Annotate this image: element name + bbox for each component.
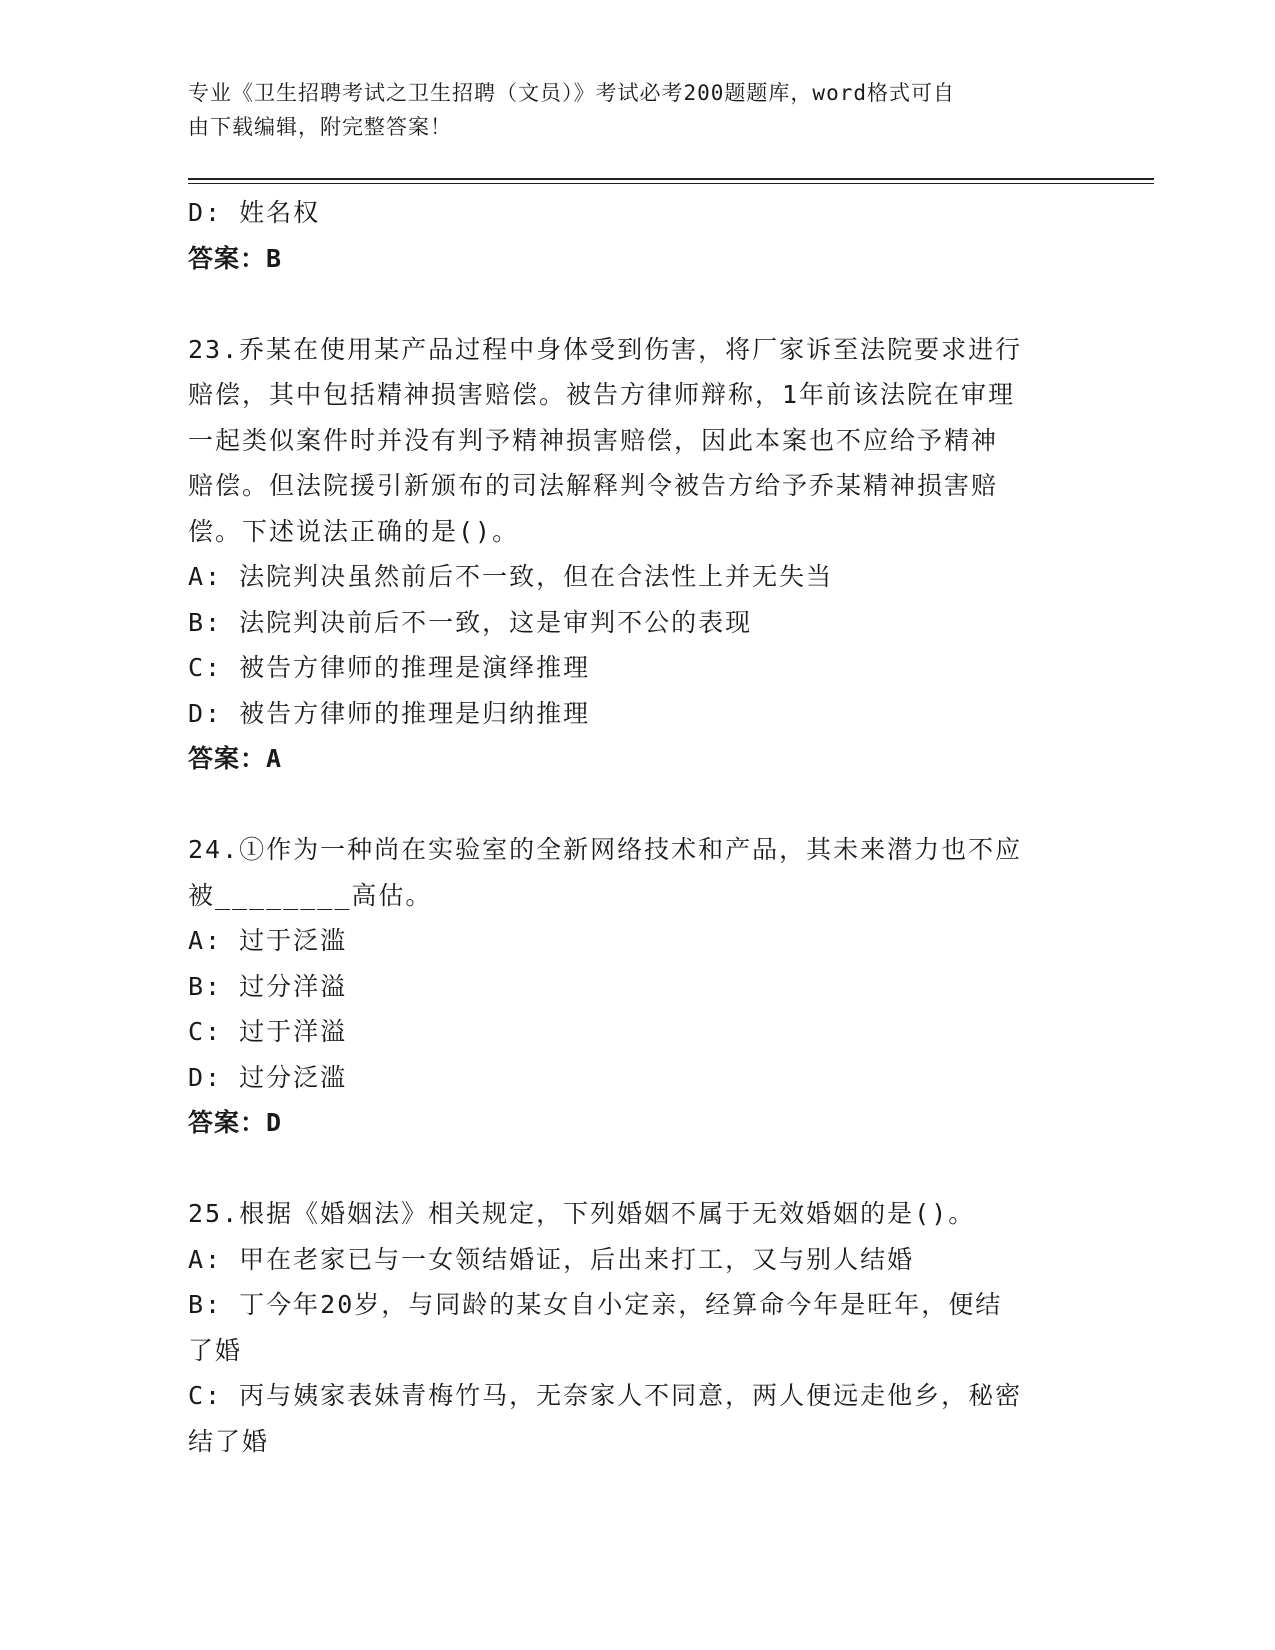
spacer: [188, 782, 1088, 828]
spacer: [188, 281, 1088, 327]
question-stem-line: 25.根据《婚姻法》相关规定，下列婚姻不属于无效婚姻的是()。: [188, 1199, 976, 1228]
question-25: [188, 1191, 1088, 1464]
header-line-2: 由下载编辑，附完整答案！: [188, 115, 452, 139]
option-a: A: 甲在老家已与一女领结婚证，后出来打工，又与别人结婚: [188, 1244, 915, 1274]
question-stem-line: 赔偿。但法院援引新颁布的司法解释判令被告方给予乔某精神损害赔: [188, 471, 999, 500]
document-body: [188, 190, 1088, 1464]
answer: 答案：B: [188, 243, 283, 273]
question-stem-line: 赔偿，其中包括精神损害赔偿。被告方律师辩称，1年前该法院在审理: [188, 380, 1016, 409]
answer: 答案：D: [188, 1108, 283, 1137]
option-d: D: 被告方律师的推理是归纳推理: [188, 698, 591, 728]
option-c: C: 被告方律师的推理是演绎推理: [188, 653, 591, 682]
option-d: D: 过分泛滥: [188, 1062, 348, 1092]
question-stem-line: 一起类似案件时并没有判予精神损害赔偿，因此本案也不应给予精神: [188, 425, 999, 455]
header-rule-thin: [188, 183, 1154, 184]
question-stem-line: 偿。下述说法正确的是()。: [188, 516, 520, 546]
header-rule-thick: [188, 178, 1154, 180]
option-b: B: 过分洋溢: [188, 971, 348, 1001]
option-d: D: 姓名权: [188, 198, 321, 227]
option-a: A: 法院判决虽然前后不一致，但在合法性上并无失当: [188, 562, 834, 591]
header-line-1: 专业《卫生招聘考试之卫生招聘（文员）》考试必考200题题库，word格式可自: [188, 81, 955, 105]
question-23: [188, 327, 1088, 782]
question-stem-line: 23.乔某在使用某产品过程中身体受到伤害，将厂家诉至法院要求进行: [188, 334, 1023, 364]
option-a: A: 过于泛滥: [188, 926, 348, 955]
question-22-tail: [188, 190, 1088, 281]
option-b: B: 法院判决前后不一致，这是审判不公的表现: [188, 607, 753, 637]
question-24: [188, 827, 1088, 1146]
question-stem-line: 被________高估。: [188, 880, 433, 910]
option-b-continued: 了婚: [188, 1335, 243, 1365]
option-c: C: 过于洋溢: [188, 1017, 348, 1046]
spacer: [188, 1146, 1088, 1192]
document-header: [188, 76, 1068, 144]
answer: 答案：A: [188, 744, 283, 773]
option-c: C: 丙与姨家表妹青梅竹马，无奈家人不同意，两人便远走他乡，秘密: [188, 1381, 1023, 1410]
option-c-continued: 结了婚: [188, 1426, 270, 1456]
option-b: B: 丁今年20岁，与同龄的某女自小定亲，经算命今年是旺年，便结: [188, 1290, 1003, 1319]
question-stem-line: 24.①作为一种尚在实验室的全新网络技术和产品，其未来潜力也不应: [188, 835, 1023, 864]
